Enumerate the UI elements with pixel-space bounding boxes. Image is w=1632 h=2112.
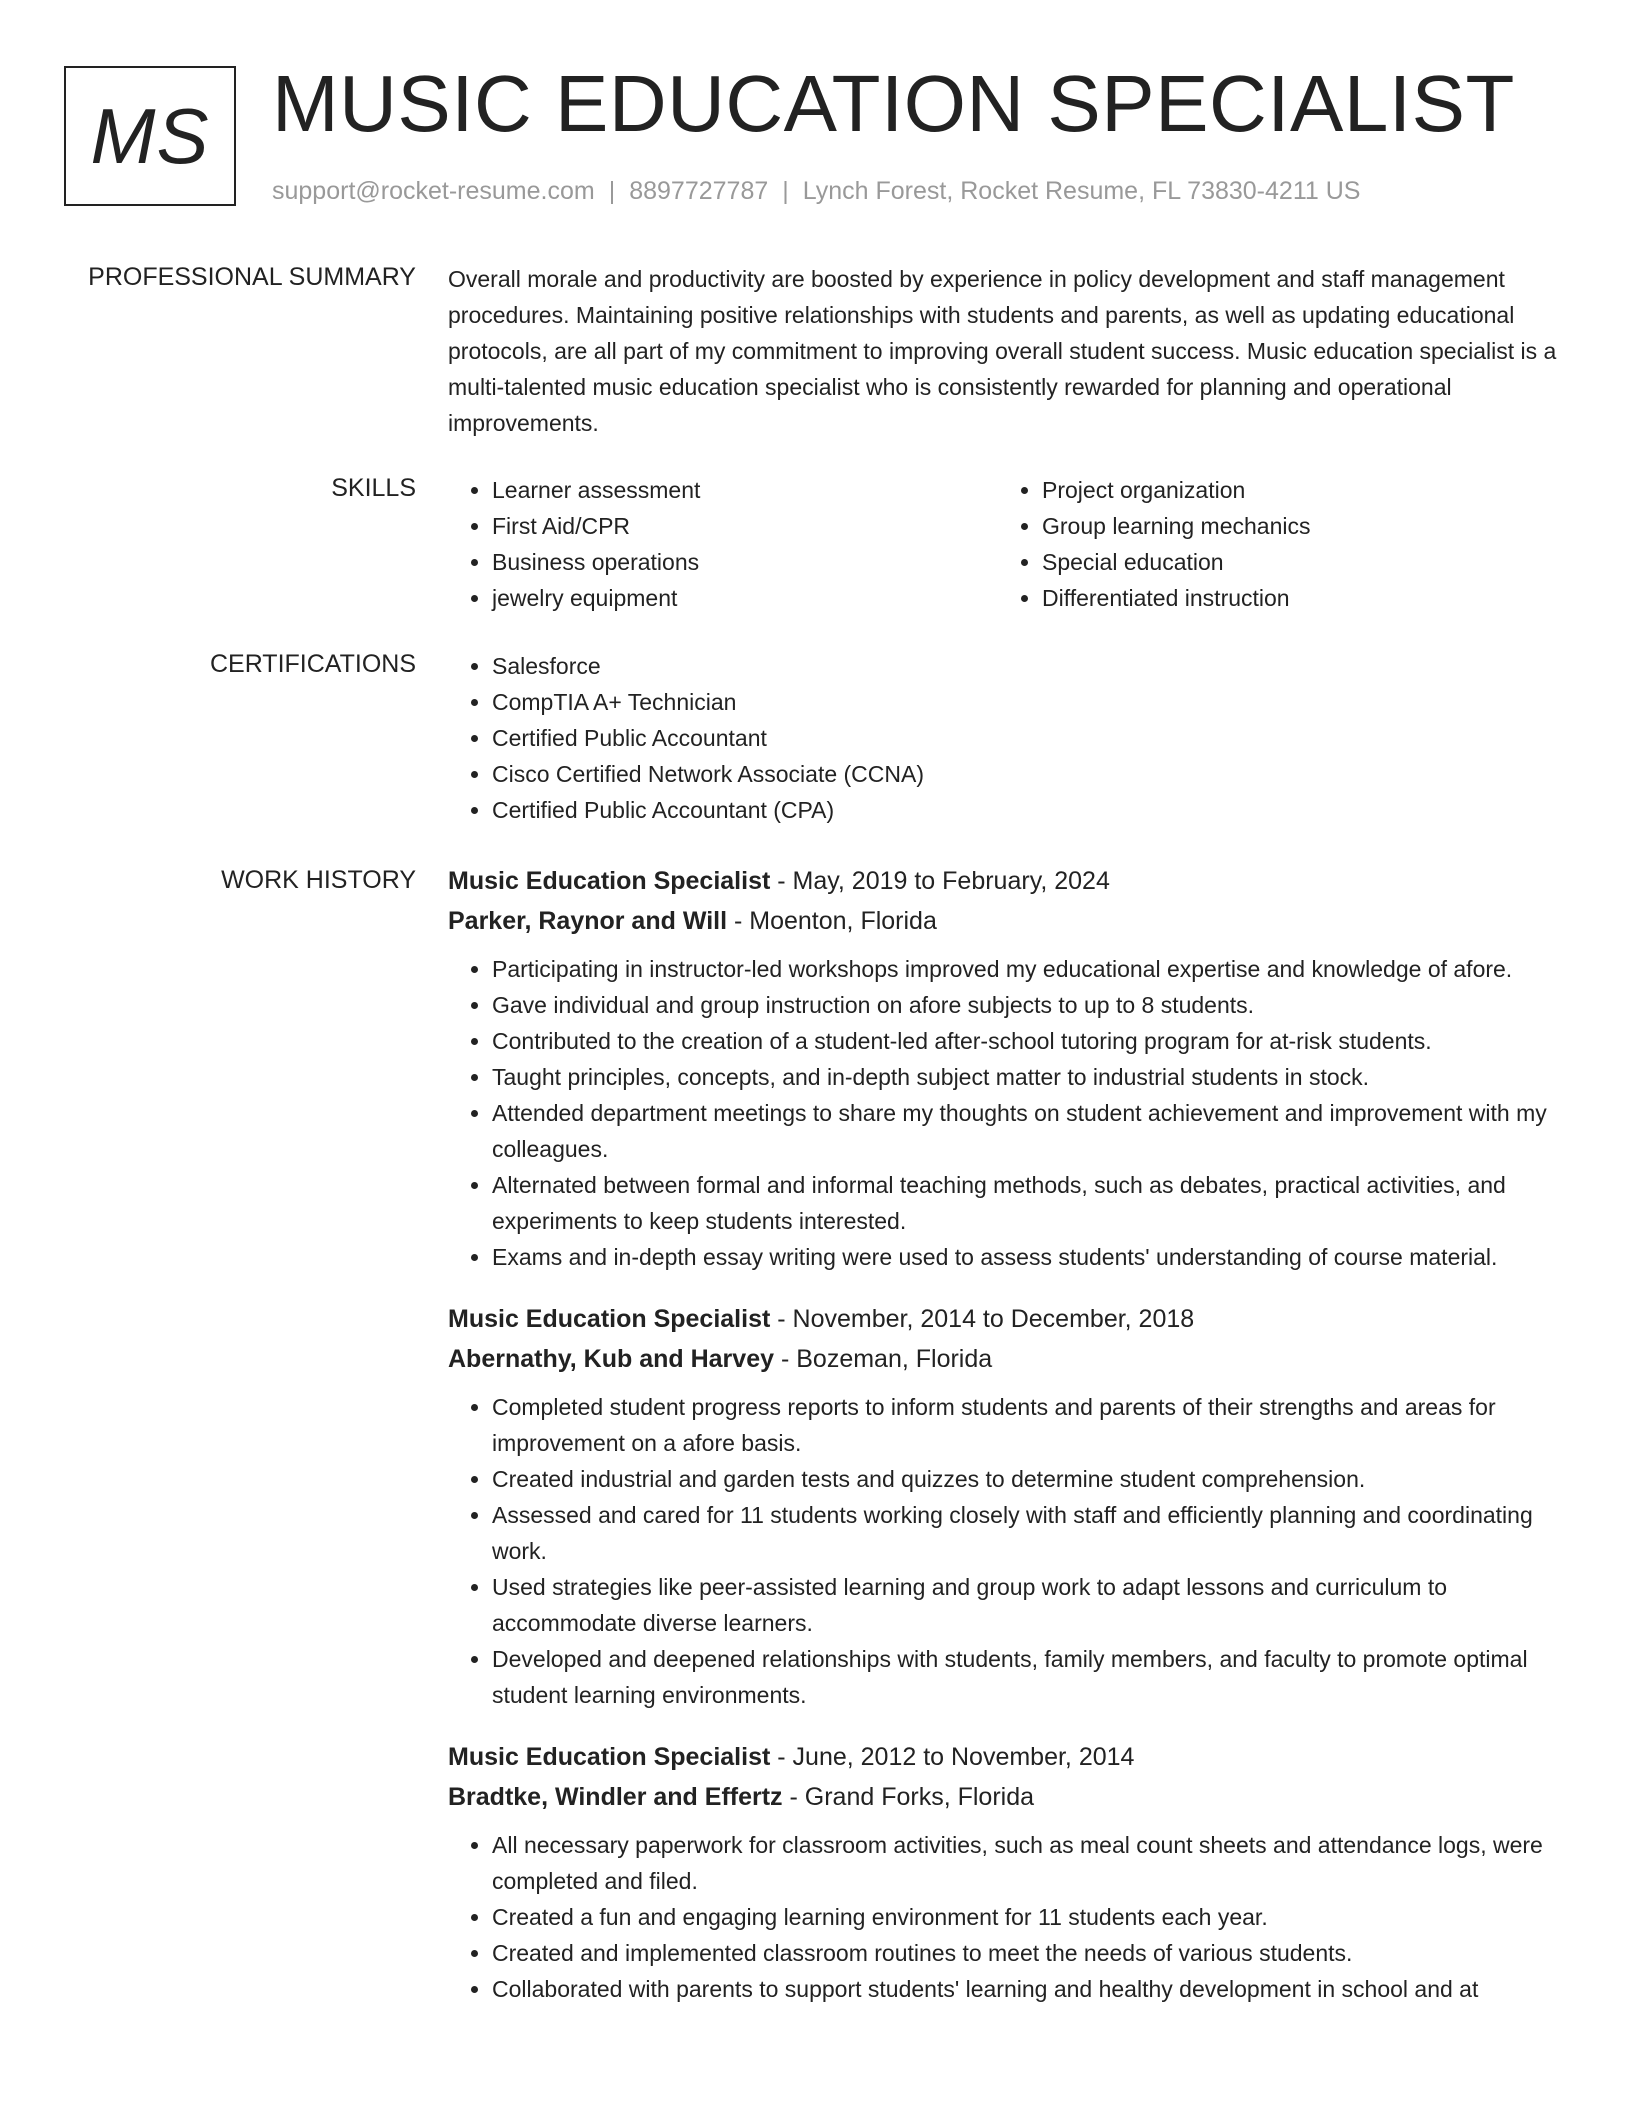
- job-company: Parker, Raynor and Will: [448, 907, 728, 935]
- list-item: • Business operations: [492, 544, 998, 580]
- job-title: Music Education Specialist: [448, 867, 771, 895]
- job-location: - Bozeman, Florida: [780, 1345, 993, 1373]
- monogram-initials: MS: [90, 91, 210, 180]
- job-entry-2: [448, 1299, 1560, 1713]
- job-company-line: [448, 1777, 1560, 1817]
- list-item: • Used strategies like peer-assisted learning and group work to adapt lessons and curriculum to accommodate diverse learners.: [492, 1569, 1560, 1641]
- job-entry-3: [448, 1737, 1560, 2007]
- job-title-line: [448, 1299, 1560, 1339]
- job-title-line: [448, 1737, 1560, 1777]
- job-company-line: [448, 901, 1560, 941]
- list-item: • First Aid/CPR: [492, 508, 998, 544]
- list-item: • All necessary paperwork for classroom activities, such as meal count sheets and attendance logs, were completed and filed.: [492, 1827, 1560, 1899]
- list-item: • Cisco Certified Network Associate (CCNA): [492, 756, 1560, 792]
- section-label-certifications: CERTIFICATIONS: [209, 650, 416, 678]
- certifications-list: [448, 648, 1560, 828]
- list-item: • jewelry equipment: [492, 580, 998, 616]
- list-item: • Created and implemented classroom routines to meet the needs of various students.: [492, 1935, 1560, 1971]
- candidate-name: MUSIC EDUCATION SPECIALIST: [272, 59, 1515, 148]
- job-dates: - November, 2014 to December, 2018: [777, 1305, 1195, 1333]
- list-item: • Project organization: [1042, 472, 1548, 508]
- job-title: Music Education Specialist: [448, 1743, 771, 1771]
- list-item: • Developed and deepened relationships with students, family members, and faculty to promote optimal student learning environments.: [492, 1641, 1560, 1713]
- list-item: • Created a fun and engaging learning environment for 11 students each year.: [492, 1899, 1560, 1935]
- work-history-body: [448, 861, 1560, 2031]
- list-item: • Exams and in-depth essay writing were used to assess students' understanding of course material.: [492, 1239, 1560, 1275]
- skills-body: [448, 472, 1560, 616]
- skills-column-2: [998, 472, 1548, 616]
- list-item: • Completed student progress reports to inform students and parents of their strengths and areas for improvement on a afore basis.: [492, 1389, 1560, 1461]
- certifications-body: [448, 648, 1560, 828]
- skills-list-2: [998, 472, 1548, 616]
- contact-separator: |: [608, 177, 616, 205]
- job-title: Music Education Specialist: [448, 1305, 771, 1333]
- list-item: • Certified Public Accountant (CPA): [492, 792, 1560, 828]
- list-item: • Group learning mechanics: [1042, 508, 1548, 544]
- job-dates: - June, 2012 to November, 2014: [777, 1743, 1135, 1771]
- list-item: • Taught principles, concepts, and in-depth subject matter to industrial students in stock.: [492, 1059, 1560, 1095]
- job-entry-1: [448, 861, 1560, 1275]
- summary-text: Overall morale and productivity are boosted by experience in policy development and staff management procedures. Maintaining positive relationships with students and parents, as well as updating educational protocols, are all part of my commitment to improving overall student success. Music education specialist is a multi-talented music education specialist who is consistently rewarded for planning and operational improvements.: [448, 266, 1557, 436]
- job-dates: - May, 2019 to February, 2024: [777, 867, 1110, 895]
- job-company: Bradtke, Windler and Effertz: [448, 1783, 783, 1811]
- list-item: • Contributed to the creation of a student-led after-school tutoring program for at-risk students.: [492, 1023, 1560, 1059]
- skills-list-1: [448, 472, 998, 616]
- job-title-line: [448, 861, 1560, 901]
- monogram-box: [64, 66, 236, 206]
- job-location: - Moenton, Florida: [734, 907, 937, 935]
- job-location: - Grand Forks, Florida: [789, 1783, 1035, 1811]
- list-item: • Collaborated with parents to support students' learning and healthy development in school and at: [492, 1971, 1560, 2007]
- section-label-summary: PROFESSIONAL SUMMARY: [88, 263, 416, 291]
- list-item: • Certified Public Accountant: [492, 720, 1560, 756]
- job-bullets: [448, 1827, 1560, 2007]
- contact-address: Lynch Forest, Rocket Resume, FL 73830-4211 US: [802, 177, 1361, 205]
- list-item: • Participating in instructor-led workshops improved my educational expertise and knowledge of afore.: [492, 951, 1560, 987]
- list-item: • Differentiated instruction: [1042, 580, 1548, 616]
- list-item: • Assessed and cared for 11 students working closely with staff and efficiently planning and coordinating work.: [492, 1497, 1560, 1569]
- contact-separator: |: [782, 177, 789, 205]
- skills-columns: [448, 472, 1560, 616]
- skills-column-1: [448, 472, 998, 616]
- list-item: • CompTIA A+ Technician: [492, 684, 1560, 720]
- summary-body: [448, 261, 1560, 441]
- contact-email: support@rocket-resume.com: [272, 177, 595, 205]
- job-company-line: [448, 1339, 1560, 1379]
- list-item: • Alternated between formal and informal teaching methods, such as debates, practical activities, and experiments to keep students interested.: [492, 1167, 1560, 1239]
- contact-phone: 8897727787: [629, 177, 769, 205]
- list-item: • Created industrial and garden tests and quizzes to determine student comprehension.: [492, 1461, 1560, 1497]
- list-item: • Learner assessment: [492, 472, 998, 508]
- list-item: • Special education: [1042, 544, 1548, 580]
- job-bullets: [448, 1389, 1560, 1713]
- job-company: Abernathy, Kub and Harvey: [448, 1345, 775, 1373]
- list-item: • Gave individual and group instruction on afore subjects to up to 8 students.: [492, 987, 1560, 1023]
- job-bullets: [448, 951, 1560, 1275]
- list-item: • Attended department meetings to share my thoughts on student achievement and improvement with my colleagues.: [492, 1095, 1560, 1167]
- contact-line: [272, 174, 1360, 208]
- list-item: • Salesforce: [492, 648, 1560, 684]
- section-label-skills: SKILLS: [331, 474, 416, 502]
- section-label-work-history: WORK HISTORY: [221, 866, 416, 894]
